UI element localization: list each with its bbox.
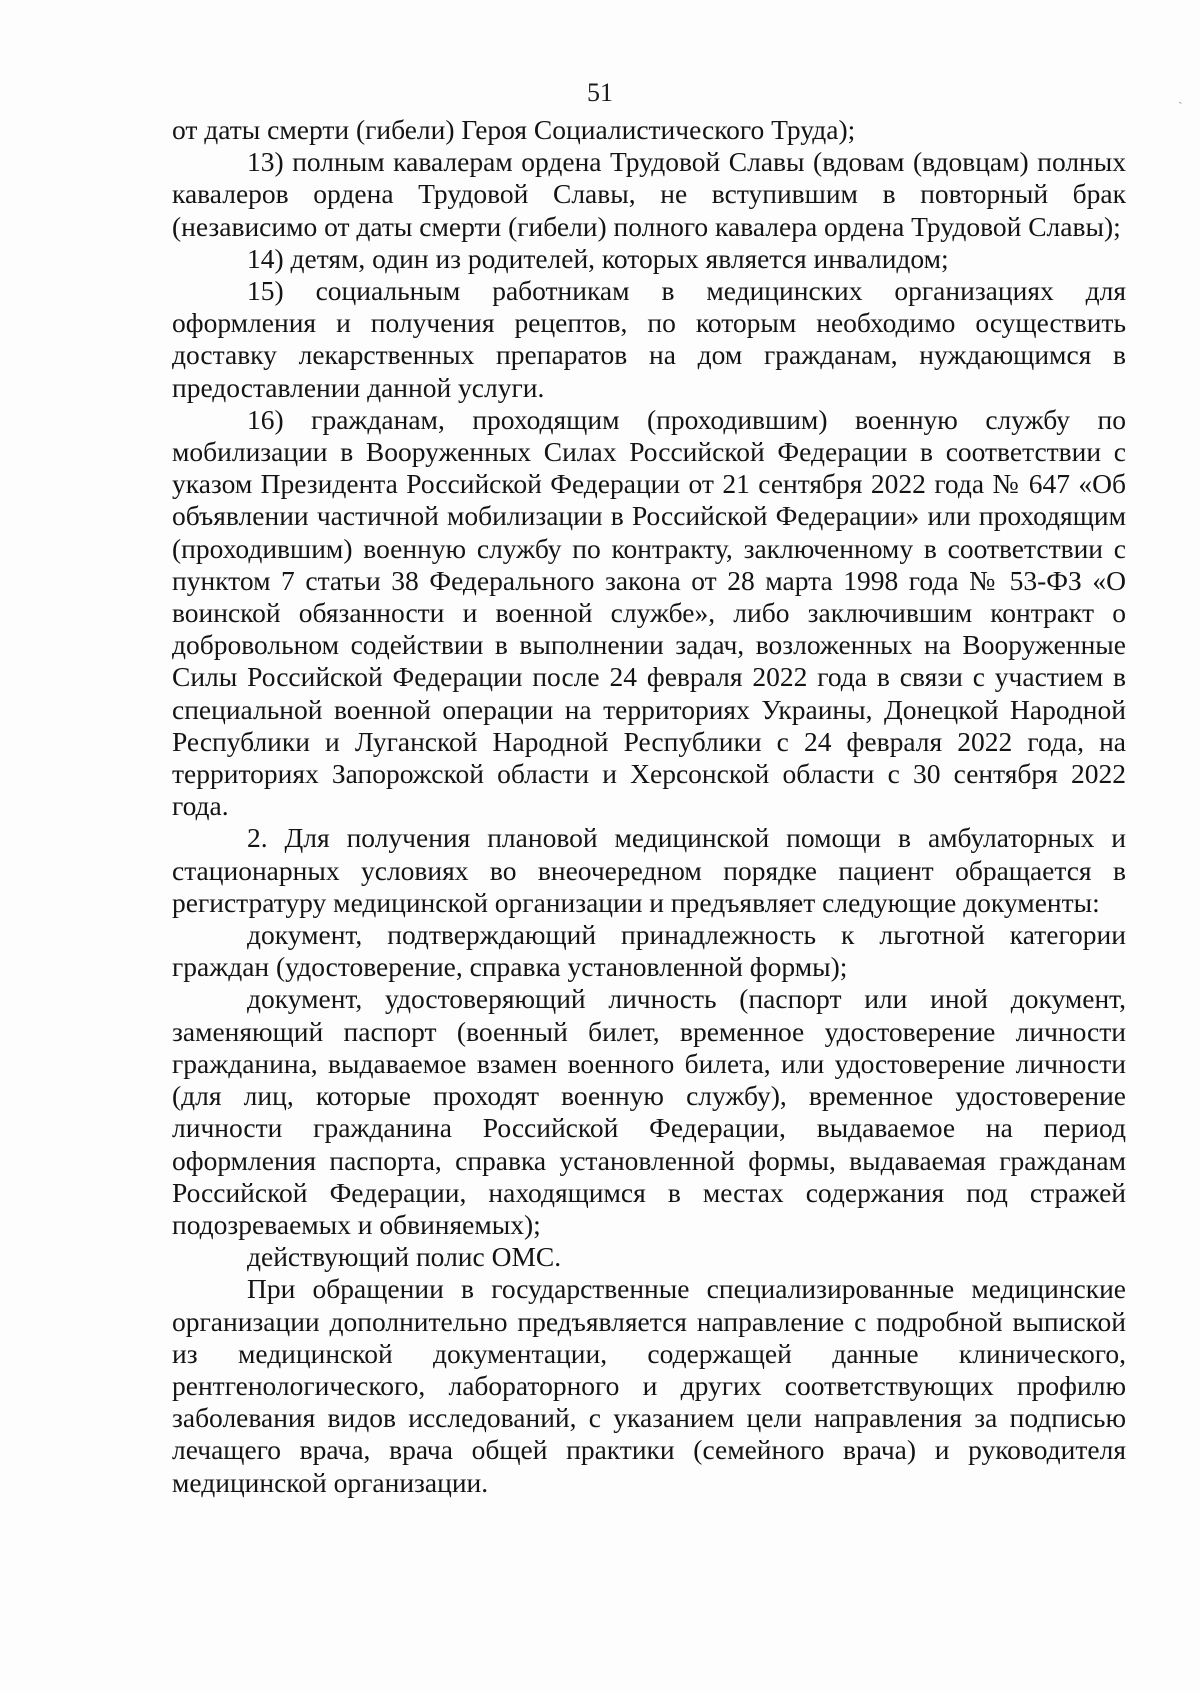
paragraph-item-15: 15) социальным работникам в медицинских организациях для оформления и получения рецептов, по которым необходимо осуществить доставку лекарственных препаратов на дом гражданам, нуждающимся в предоставлении данной услуги. xyxy=(172,275,1126,403)
paragraph-document-category: документ, подтверждающий принадлежность к льготной категории граждан (удостоверение, справка установленной формы); xyxy=(172,919,1126,983)
paragraph-oms-policy: действующий полис ОМС. xyxy=(247,1241,562,1273)
document-body xyxy=(172,114,1126,1499)
paragraph: от даты смерти (гибели) Героя Социалистического Труда); xyxy=(172,114,856,145)
paragraph-item-13: 13) полным кавалерам ордена Трудовой Славы (вдовам (вдовцам) полных кавалеров ордена Трудовой Славы, не вступившим в повторный брак (независимо от даты смерти (гибели) полного кавалера ордена Трудовой Славы); xyxy=(172,146,1126,242)
paragraph-document-identity: документ, удостоверяющий личность (паспорт или иной документ, заменяющий паспорт (военный билет, временное удостоверение личности гражданина, выдаваемое взамен военного билета, или удостоверение личности (для лиц, которые проходят военную службу), временное удостоверение личности гражданина Российской Федерации, выдаваемое на период оформления паспорта, справка установленной формы, выдаваемая гражданам Российской Федерации, находящимся в местах содержания под стражей подозреваемых и обвиняемых); xyxy=(172,983,1126,1240)
paragraph-section-2: 2. Для получения плановой медицинской помощи в амбулаторных и стационарных условиях во внеочередном порядке пациент обращается в регистратуру медицинской организации и предъявляет следующие документы: xyxy=(172,822,1126,918)
paragraph-specialized-referral: При обращении в государственные специализированные медицинские организации дополнительно предъявляется направление с подробной выпиской из медицинской документации, содержащей данные клинического, рентгенологического, лабораторного и других соответствующих профилю заболевания видов исследований, с указанием цели направления за подписью лечащего врача, врача общей практики (семейного врача) и руководителя медицинской организации. xyxy=(172,1273,1126,1498)
paragraph-item-14: 14) детям, один из родителей, которых является инвалидом; xyxy=(247,242,949,274)
page-number: 51 xyxy=(587,78,613,107)
paragraph-item-16: 16) гражданам, проходящим (проходившим) военную службу по мобилизации в Вооруженных Силах Российской Федерации в соответствии с указом Президента Российской Федерации от 21 сентября 2022 года № 647 «Об объявлении частичной мобилизации в Российской Федерации» или проходящим (проходившим) военную службу по контракту, заключенному в соответствии с пунктом 7 статьи 38 Федерального закона от 28 марта 1998 года № 53-ФЗ «О воинской обязанности и военной службе», либо заключившим контракт о добровольном содействии в выполнении задач, возложенных на Вооруженные Силы Российской Федерации после 24 февраля 2022 года в связи с участием в специальной военной операции на территориях Украины, Донецкой Народной Республики и Луганской Народной Республики с 24 февраля 2022 года, на территориях Запорожской области и Херсонской области с 30 сентября 2022 года. xyxy=(172,403,1126,822)
scan-speck: ˏ xyxy=(1178,90,1183,105)
